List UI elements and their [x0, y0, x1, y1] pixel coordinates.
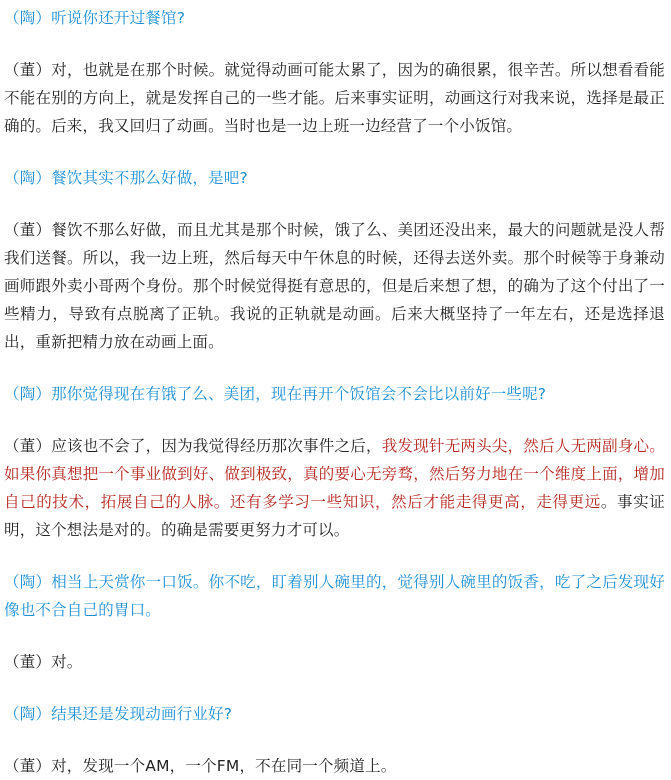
question-paragraph: （陶）相当上天赏你一口饭。你不吃，盯着别人碗里的，觉得别人碗里的饭香，吃了之后发现好像也不合自己的胃口。 — [4, 573, 665, 619]
question-paragraph: （陶）那你觉得现在有饿了么、美团，现在再开个饭馆会不会比以前好一些呢? — [4, 385, 547, 403]
answer-paragraph: （董）对，发现一个AM，一个FM，不在同一个频道上。 — [4, 757, 397, 775]
question-paragraph: （陶）餐饮其实不那么好做，是吧? — [4, 169, 248, 187]
answer-paragraph: （董）对，也就是在那个时候。就觉得动画可能太累了，因为的确很累，很辛苦。所以想看看能不能在别的方向上，就是发挥自己的一些才能。后来事实证明，动画这行对我来说，选择是最正确的。后来，我又回归了动画。当时也是一边上班一边经营了一个小饭馆。 — [4, 61, 665, 135]
highlighted-text: 我发现针无两头尖，然后人无两副身心。如果你真想把一个事业做到好、做到极致，真的要心无旁骛，然后努力地在一个维度上面，增加自己的技术，拓展自己的人脉。还有多学习一些知识，然后才能走得更高，走得更远 — [4, 437, 665, 511]
answer-text: 。事实证明，这个想法是对的。的确是需要更努力才可以。 — [4, 493, 665, 539]
answer-paragraph: （董）餐饮不那么好做，而且尤其是那个时候，饿了么、美团还没出来，最大的问题就是没人帮我们送餐。所以，我一边上班，然后每天中午休息的时候，还得去送外卖。那个时候等于身兼动画师跟外卖小哥两个身份。那个时候觉得挺有意思的，但是后来想了想，的确为了这个付出了一些精力，导致有点脱离了正轨。我说的正轨就是动画。后来大概坚持了一年左右，还是选择退出，重新把精力放在动画上面。 — [4, 221, 665, 351]
answer-paragraph — [4, 432, 665, 544]
answer-text: （董）应该也不会了，因为我觉得经历那次事件之后， — [4, 437, 382, 455]
question-paragraph: （陶）听说你还开过餐馆? — [4, 9, 186, 27]
question-paragraph: （陶）结果还是发现动画行业好? — [4, 705, 233, 723]
answer-paragraph: （董）对。 — [4, 653, 83, 671]
